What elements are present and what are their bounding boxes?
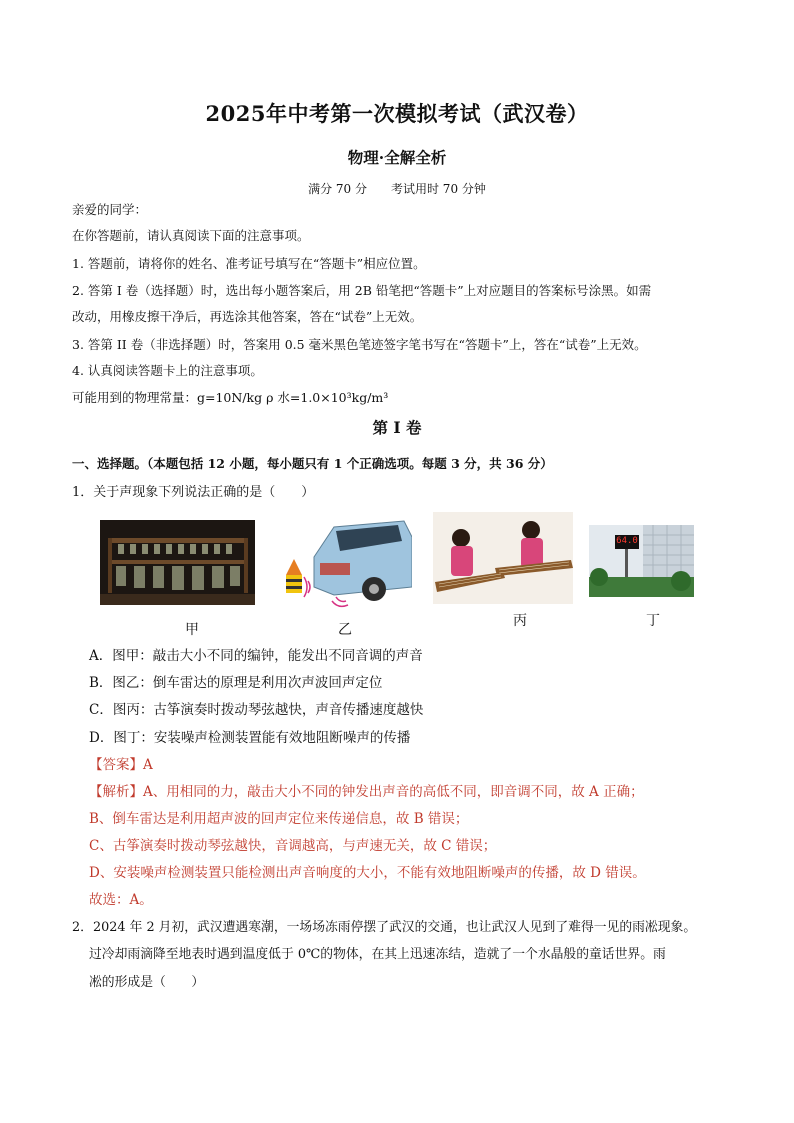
noise-monitor-image (589, 525, 694, 597)
intro-lead: 在你答题前，请认真阅读下面的注意事项。 (72, 228, 310, 243)
figure-bianzhong (100, 520, 255, 605)
figure-guzheng (433, 512, 573, 604)
section-title: 第 I 卷 (372, 418, 422, 437)
option-a: A．图甲：敲击大小不同的编钟，能发出不同音调的声音 (89, 648, 423, 664)
figure-caption-jia: 甲 (185, 622, 199, 638)
analysis-conclusion: 故选：A。 (89, 892, 153, 908)
guzheng-players-image (433, 512, 573, 604)
exam-meta: 满分 70 分 考试用时 70 分钟 (308, 182, 486, 196)
page-subtitle: 物理·全解全析 (347, 148, 447, 167)
option-c: C．图丙：古筝演奏时拨动琴弦越快，声音传播速度越快 (89, 702, 424, 718)
page-title: 2025年中考第一次模拟考试（武汉卷） (205, 101, 589, 126)
notice-item: 3. 答第 II 卷（非选择题）时，答案用 0.5 毫米黑色笔迹签字笔书写在“答题卡”上，答在“试卷”上无效。 (72, 337, 647, 352)
notice-item: 改动，用橡皮擦干净后，再选涂其他答案，答在“试卷”上无效。 (72, 309, 423, 324)
analysis-line: D、安装噪声检测装置只能检测出声音响度的大小，不能有效地阻断噪声的传播，故 D 错误。 (89, 865, 646, 881)
notice-item: 1. 答题前，请将你的姓名、准考证号填写在“答题卡”相应位置。 (72, 256, 426, 271)
question-2-line: 凇的形成是（ ） (89, 975, 205, 990)
notice-item: 2. 答第 I 卷（选择题）时，选出每小题答案后，用 2B 铅笔把“答题卡”上对应题目的答案标号涂黑。如需 (72, 283, 652, 298)
question-1-stem: 1．关于声现象下列说法正确的是（ ） (72, 485, 315, 500)
analysis-line: 【解析】A、用相同的力，敲击大小不同的钟发出声音的高低不同，即音调不同，故 A 正确； (89, 784, 644, 800)
figure-caption-ding: 丁 (646, 613, 660, 629)
figure-caption-bing: 丙 (513, 613, 527, 629)
analysis-line: C、古筝演奏时拨动琴弦越快，音调越高，与声速无关，故 C 错误； (89, 838, 497, 854)
figure-noise-monitor (589, 525, 694, 597)
physics-constants: 可能用到的物理常量：g=10N/kg ρ 水=1.0×10³kg/m³ (72, 390, 389, 405)
question-2-line: 2．2024 年 2 月初，武汉遭遇寒潮，一场场冻雨停摆了武汉的交通，也让武汉人见到了难得一见的雨凇现象。 (72, 920, 697, 935)
car-radar-image (274, 517, 412, 609)
figure-reversing-radar (274, 517, 412, 609)
greeting: 亲爱的同学： (72, 202, 148, 217)
answer-label: 【答案】A (89, 757, 153, 773)
question-2-line: 过冷却雨滴降至地表时遇到温度低于 0℃的物体，在其上迅速冻结，造就了一个水晶般的童话世界。雨 (89, 947, 666, 962)
analysis-line: B、倒车雷达是利用超声波的回声定位来传递信息，故 B 错误； (89, 811, 469, 827)
noise-reading: 64.0 (616, 536, 638, 546)
figure-caption-yi: 乙 (338, 622, 352, 638)
bianzhong-bells-image (100, 520, 255, 605)
notice-item: 4. 认真阅读答题卡上的注意事项。 (72, 363, 263, 378)
section-heading: 一、选择题。（本题包括 12 小题，每小题只有 1 个正确选项。每题 3 分，共 36 分） (72, 456, 553, 471)
option-d: D．图丁：安装噪声检测装置能有效地阻断噪声的传播 (89, 730, 411, 746)
option-b: B．图乙：倒车雷达的原理是利用次声波回声定位 (89, 675, 383, 691)
